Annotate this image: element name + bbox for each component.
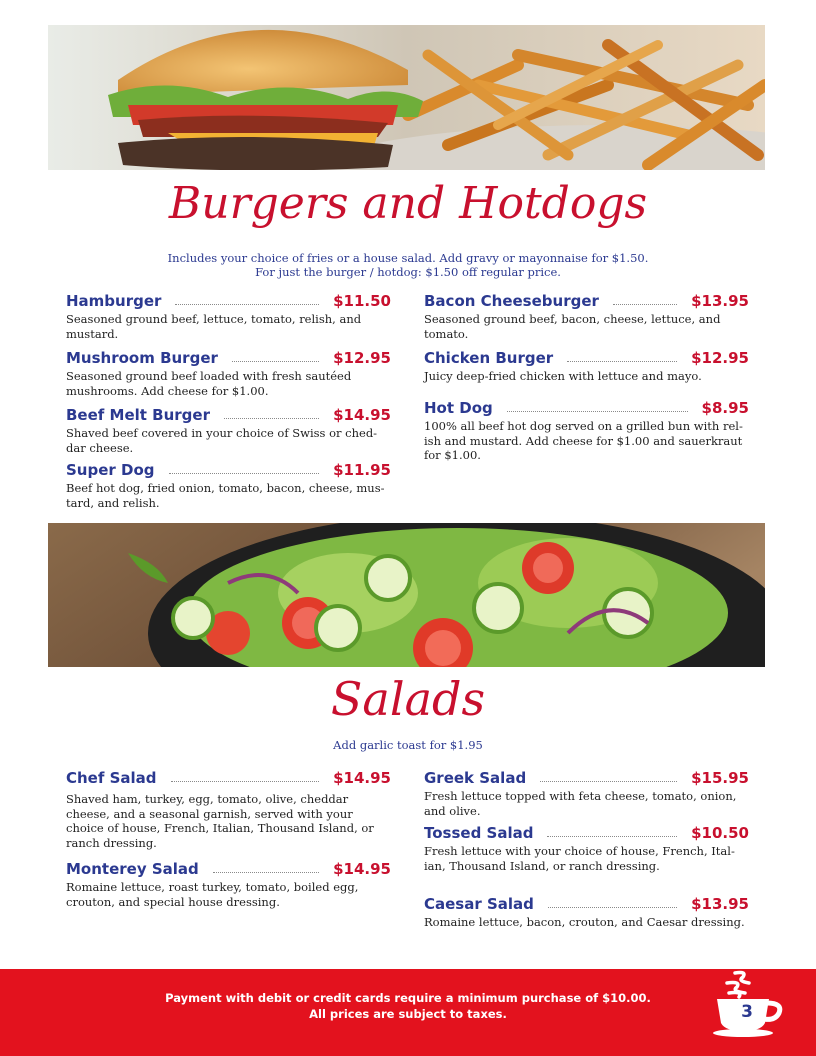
menu-item — [66, 459, 391, 510]
item-description: Seasoned ground beef, bacon, cheese, lettuce, and tomato. — [424, 312, 721, 341]
page-number: 3 — [741, 1002, 753, 1022]
item-description: Shaved ham, turkey, egg, tomato, olive, cheddar cheese, and a seasonal garnish, served with your choice of house, French, Italian, Thousand Island, or ranch dressing. — [66, 792, 374, 850]
item-name: Hamburger — [66, 292, 162, 310]
item-price: $11.95 — [333, 461, 391, 479]
dot-leader — [224, 418, 319, 419]
dot-leader — [232, 361, 319, 362]
menu-item — [424, 397, 749, 463]
item-name: Chef Salad — [66, 769, 157, 787]
footer-line1: Payment with debit or credit cards require a minimum purchase of $10.00. — [165, 991, 651, 1005]
item-price: $10.50 — [691, 824, 749, 842]
item-price: $12.95 — [333, 349, 391, 367]
item-description: 100% all beef hot dog served on a grilled bun with rel-ish and mustard. Add cheese for $1.00 and sauerkraut for $1.00. — [424, 419, 743, 462]
item-price: $14.95 — [333, 769, 391, 787]
dot-leader — [175, 304, 319, 305]
item-name: Hot Dog — [424, 399, 493, 417]
item-name: Beef Melt Burger — [66, 406, 210, 424]
item-description: Fresh lettuce topped with feta cheese, tomato, onion, and olive. — [424, 789, 737, 818]
item-name: Chicken Burger — [424, 349, 554, 367]
item-description: Fresh lettuce with your choice of house, French, Ital-ian, Thousand Island, or ranch dressing. — [424, 844, 735, 873]
dot-leader — [548, 907, 677, 908]
menu-item — [66, 347, 391, 398]
menu-item — [424, 767, 749, 818]
item-price: $13.95 — [691, 292, 749, 310]
dot-leader — [567, 361, 677, 362]
dot-leader — [171, 781, 320, 782]
burgers-left-column — [66, 290, 391, 520]
menu-item — [66, 404, 391, 455]
dot-leader — [613, 304, 677, 305]
menu-item — [424, 290, 749, 341]
salads-left-column — [66, 767, 391, 927]
salads-title: Salads — [330, 672, 486, 726]
burgers-subtitle — [0, 251, 816, 279]
item-price: $13.95 — [691, 895, 749, 913]
menu-item — [424, 347, 749, 384]
item-description: Romaine lettuce, bacon, crouton, and Caesar dressing. — [424, 915, 745, 929]
item-price: $12.95 — [691, 349, 749, 367]
item-price: $8.95 — [701, 399, 749, 417]
item-description: Romaine lettuce, roast turkey, tomato, boiled egg, crouton, and special house dressing. — [66, 880, 359, 909]
menu-item — [66, 290, 391, 341]
dot-leader — [547, 836, 677, 837]
footer-bar — [0, 969, 816, 1056]
item-name: Mushroom Burger — [66, 349, 218, 367]
dot-leader — [213, 872, 319, 873]
burgers-subtitle-line1: Includes your choice of fries or a house salad. Add gravy or mayonnaise for $1.50. — [167, 251, 649, 265]
menu-item — [66, 767, 391, 850]
menu-item — [424, 822, 749, 873]
item-description: Seasoned ground beef loaded with fresh sautéed mushrooms. Add cheese for $1.00. — [66, 369, 352, 398]
item-description: Juicy deep-fried chicken with lettuce and mayo. — [424, 369, 702, 383]
salad-bowl-photo — [48, 523, 765, 667]
footer-line2: All prices are subject to taxes. — [309, 1007, 507, 1021]
item-name: Monterey Salad — [66, 860, 199, 878]
item-price: $14.95 — [333, 406, 391, 424]
item-name: Tossed Salad — [424, 824, 534, 842]
item-name: Greek Salad — [424, 769, 527, 787]
burgers-title: Burgers and Hotdogs — [168, 178, 648, 229]
burger-fries-photo — [48, 25, 765, 170]
salads-subtitle: Add garlic toast for $1.95 — [333, 738, 483, 752]
item-name: Bacon Cheeseburger — [424, 292, 599, 310]
burgers-right-column — [424, 290, 749, 490]
item-name: Caesar Salad — [424, 895, 534, 913]
dot-leader — [169, 473, 320, 474]
burgers-subtitle-line2: For just the burger / hotdog: $1.50 off regular price. — [255, 265, 561, 279]
salads-right-column — [424, 767, 749, 937]
item-price: $15.95 — [691, 769, 749, 787]
item-description: Shaved beef covered in your choice of Swiss or ched-dar cheese. — [66, 426, 378, 455]
item-price: $11.50 — [333, 292, 391, 310]
item-description: Seasoned ground beef, lettuce, tomato, relish, and mustard. — [66, 312, 362, 341]
item-price: $14.95 — [333, 860, 391, 878]
menu-item — [66, 858, 391, 909]
menu-item — [424, 893, 749, 930]
item-description: Beef hot dog, fried onion, tomato, bacon, cheese, mus-tard, and relish. — [66, 481, 385, 510]
item-name: Super Dog — [66, 461, 155, 479]
dot-leader — [507, 411, 688, 412]
footer-notice — [0, 990, 816, 1022]
dot-leader — [540, 781, 677, 782]
